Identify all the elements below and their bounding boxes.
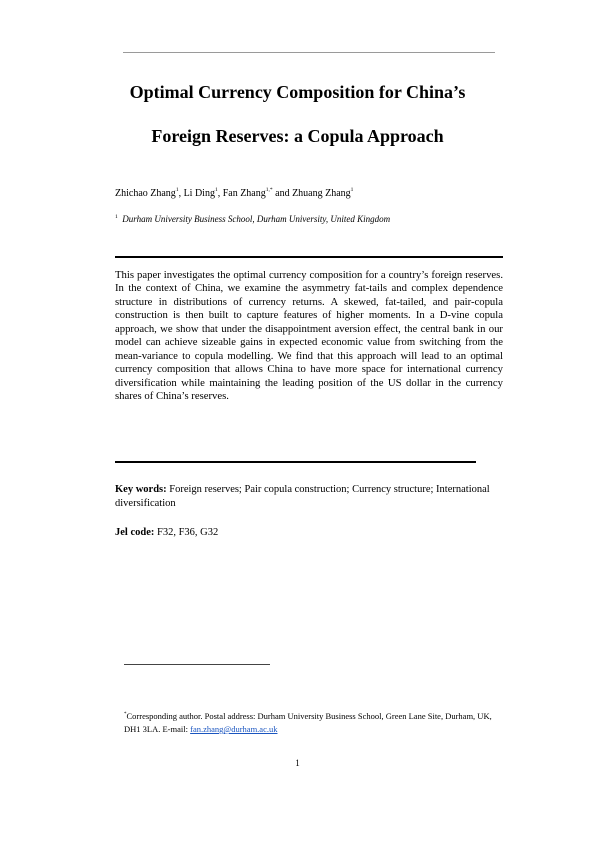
- author-affiliation-mark: 1: [350, 187, 354, 193]
- page-number: 1: [295, 758, 300, 768]
- header-rule: [123, 52, 495, 53]
- footnote-rule: [124, 664, 270, 665]
- email-link[interactable]: fan.zhang@durham.ac.uk: [190, 724, 278, 734]
- author-affiliation-mark: 1,*: [265, 187, 273, 193]
- author-list: [115, 187, 353, 199]
- abstract-bottom-rule: [115, 461, 476, 463]
- affiliation: [115, 214, 390, 224]
- abstract-top-rule: [115, 256, 503, 258]
- jel-codes: [115, 527, 218, 538]
- paper-title-line-2: Foreign Reserves: a Copula Approach: [151, 126, 444, 146]
- author-separator: and: [272, 188, 293, 199]
- footnote-mark: *: [124, 712, 127, 717]
- paper-title-line-1: Optimal Currency Composition for China’s: [129, 82, 466, 102]
- jel-label: Jel code:: [115, 527, 155, 538]
- footnote: [124, 708, 496, 736]
- author-separator: ,: [217, 188, 223, 199]
- author-affiliation-mark: 1: [214, 187, 218, 193]
- author-name: Zhichao Zhang: [115, 188, 176, 199]
- keywords-label: Key words:: [115, 484, 167, 495]
- affiliation-mark: 1: [115, 214, 118, 220]
- author-affiliation-mark: 1: [175, 187, 179, 193]
- author-name: Zhuang Zhang: [292, 188, 351, 199]
- author-separator: ,: [178, 188, 184, 199]
- abstract: This paper investigates the optimal currency composition for a country’s foreign reserves. In the context of China, we examine the asymmetry fat-tails and complex dependence structure in distributions of currency returns. A skewed, fat-tailed, and pair-copula construction is then built to capture features of higher moments. In a D-vine copula approach, we show that under the disappointment aversion effect, the central bank in our model can achieve sizeable gains in expected economic value from switching from the mean-variance to copula modelling. We find that this approach will lead to an optimal currency composition that allows China to have more space for international currency diversification while maintaining the leading position of the US dollar in the currency shares of China’s reserves.: [115, 269, 503, 403]
- keywords: [115, 483, 503, 511]
- author-name: Fan Zhang: [222, 188, 266, 199]
- keywords-text: Foreign reserves; Pair copula construction; Currency structure; International diversification: [115, 484, 490, 509]
- jel-text: F32, F36, G32: [157, 527, 219, 538]
- affiliation-text: Durham University Business School, Durham University, United Kingdom: [122, 214, 391, 224]
- footnote-text: Corresponding author. Postal address: Durham University Business School, Green Lane Site, Durham, UK, DH1 3LA. E-mail:: [124, 711, 492, 734]
- author-name: Li Ding: [183, 188, 215, 199]
